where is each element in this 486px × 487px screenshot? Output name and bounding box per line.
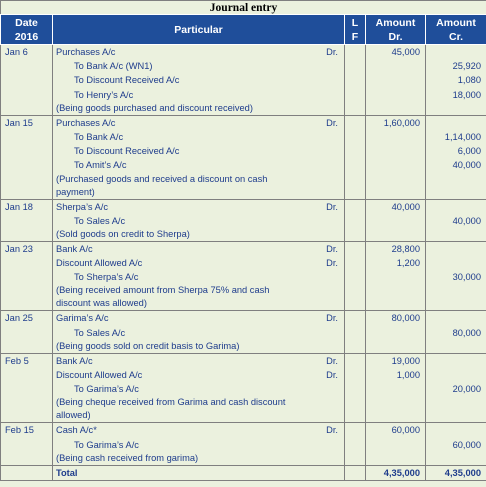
account-name: To Sales A/c [74, 215, 126, 226]
particular-line [53, 88, 344, 102]
entry-date: Feb 15 [5, 425, 34, 436]
amount-dr [366, 438, 425, 452]
entry-dr-cell [366, 199, 426, 241]
particular-line [53, 214, 344, 228]
entry-date: Feb 5 [5, 355, 29, 366]
particular-line [53, 326, 344, 340]
journal-entry-row [1, 311, 486, 353]
entry-cr-cell [426, 423, 486, 465]
amount-dr: 1,200 [396, 258, 420, 269]
account-name: To Bank A/c [74, 131, 124, 142]
particular-line [53, 354, 344, 368]
entry-lf-cell [345, 115, 366, 199]
entry-particular-cell [53, 311, 345, 353]
amount-dr [366, 144, 425, 158]
narration: (Purchased goods and received a discount on cash payment) [56, 173, 268, 197]
amount-dr [366, 88, 425, 102]
entry-date: Jan 15 [5, 117, 33, 128]
total-lf-cell [345, 465, 366, 480]
entry-dr-cell [366, 241, 426, 311]
narration: (Sold goods on credit to Sherpa) [56, 228, 190, 239]
account-name: Purchases A/c [56, 117, 116, 128]
account-name: Discount Allowed A/c [56, 258, 143, 269]
account-name: To Henry’s A/c [74, 89, 134, 100]
entry-lf-cell [345, 423, 366, 465]
header-lf [345, 15, 366, 45]
amount-cr [426, 354, 486, 368]
amount-dr: 40,000 [391, 201, 420, 212]
journal-title: Journal entry [0, 0, 486, 15]
amount-cr: 40,000 [452, 160, 481, 171]
header-lf-line2: F [351, 30, 359, 43]
amount-cr [426, 368, 486, 382]
amount-dr: 1,000 [396, 370, 420, 380]
entry-cr-cell [426, 353, 486, 423]
header-amount-dr-line2: Dr. [388, 30, 403, 43]
account-name: To Discount Received A/c [74, 75, 180, 86]
total-label: Total [53, 465, 345, 480]
journal-body [1, 45, 486, 466]
entry-date: Jan 23 [5, 243, 33, 254]
particular-line [53, 242, 344, 256]
entry-dr-cell [366, 423, 426, 465]
entry-date-cell [1, 199, 53, 241]
journal-entry-row [1, 199, 486, 241]
amount-cr [426, 423, 486, 437]
entry-date-cell [1, 353, 53, 423]
entry-cr-cell [426, 241, 486, 311]
account-name: To Sales A/c [74, 327, 126, 338]
amount-dr: 19,000 [391, 355, 420, 366]
dr-mark [338, 326, 342, 340]
narration: (Being received amount from Sherpa 75% and cash discount was allowed) [56, 285, 270, 309]
amount-dr [366, 59, 425, 73]
amount-cr [426, 200, 486, 214]
entry-dr-cell [366, 45, 426, 116]
narration: (Being goods sold on credit basis to Garima) [56, 340, 240, 351]
amount-cr: 18,000 [452, 89, 481, 100]
entry-particular-cell [53, 115, 345, 199]
dr-mark [338, 158, 342, 172]
dr-mark [338, 214, 342, 228]
dr-mark: Dr. [326, 258, 338, 269]
total-date-cell [1, 465, 53, 480]
entry-lf-cell [345, 45, 366, 116]
entry-particular-cell [53, 241, 345, 311]
entry-particular-cell [53, 45, 345, 116]
header-amount-cr-line1: Amount [436, 16, 476, 29]
dr-mark: Dr. [326, 117, 338, 128]
dr-mark: Dr. [326, 313, 338, 324]
header-date [1, 15, 53, 45]
dr-mark [338, 382, 342, 396]
amount-dr: 60,000 [391, 425, 420, 436]
journal-table [0, 14, 486, 481]
account-name: Bank A/c [56, 355, 93, 366]
dr-mark: Dr. [326, 370, 338, 380]
particular-line [53, 256, 344, 270]
header-lf-line1: L [351, 16, 359, 29]
particular-line [53, 200, 344, 214]
particular-line [53, 270, 344, 284]
amount-dr [366, 158, 425, 172]
header-row [1, 15, 486, 45]
amount-cr [426, 116, 486, 130]
entry-lf-cell [345, 311, 366, 353]
amount-cr: 6,000 [457, 146, 481, 157]
dr-mark [338, 73, 342, 87]
header-particular: Particular [53, 15, 345, 45]
amount-dr [366, 326, 425, 340]
entry-particular-cell [53, 423, 345, 465]
amount-dr [366, 382, 425, 396]
amount-cr [426, 311, 486, 325]
entry-date-cell [1, 423, 53, 465]
total-row [1, 465, 486, 480]
dr-mark [338, 144, 342, 158]
particular-line [53, 158, 344, 172]
particular-line [53, 438, 344, 452]
header-amount-cr [426, 15, 486, 45]
narration: (Being goods purchased and discount received) [56, 102, 253, 113]
amount-cr: 1,14,000 [444, 131, 481, 142]
amount-dr [366, 73, 425, 87]
entry-date: Jan 18 [5, 201, 33, 212]
journal-entry-row [1, 115, 486, 199]
header-amount-dr-line1: Amount [375, 16, 416, 29]
total-cr: 4,35,000 [426, 465, 486, 480]
amount-dr: 28,800 [391, 243, 420, 254]
account-name: To Sherpa’s A/c [74, 272, 139, 283]
amount-cr: 20,000 [452, 384, 481, 395]
amount-dr [366, 214, 425, 228]
amount-cr: 40,000 [452, 215, 481, 226]
account-name: To Bank A/c (WN1) [74, 61, 153, 72]
amount-cr [426, 242, 486, 256]
amount-cr: 60,000 [452, 439, 481, 450]
amount-cr [426, 45, 486, 59]
journal-entry-row [1, 45, 486, 116]
entry-date: Jan 25 [5, 313, 33, 324]
account-name: To Garima’s A/c [74, 439, 139, 450]
entry-date-cell [1, 45, 53, 116]
header-amount-dr [366, 15, 426, 45]
account-name: Discount Allowed A/c [56, 370, 143, 380]
account-name: To Garima’s A/c [74, 384, 139, 395]
particular-line [53, 116, 344, 130]
particular-line [53, 144, 344, 158]
account-name: Garima’s A/c [56, 313, 109, 324]
amount-dr [366, 130, 425, 144]
entry-date-cell [1, 115, 53, 199]
entry-lf-cell [345, 241, 366, 311]
total-dr: 4,35,000 [366, 465, 426, 480]
particular-line [53, 311, 344, 325]
journal-entry-row [1, 353, 486, 423]
particular-line [53, 59, 344, 73]
entry-cr-cell [426, 311, 486, 353]
entry-cr-cell [426, 115, 486, 199]
account-name: To Discount Received A/c [74, 146, 180, 157]
dr-mark [338, 59, 342, 73]
account-name: Purchases A/c [56, 47, 116, 57]
entry-date: Jan 6 [5, 47, 28, 57]
particular-line [53, 130, 344, 144]
entry-date-cell [1, 241, 53, 311]
entry-dr-cell [366, 353, 426, 423]
particular-line [53, 368, 344, 382]
entry-cr-cell [426, 45, 486, 116]
entry-particular-cell [53, 353, 345, 423]
entry-lf-cell [345, 353, 366, 423]
entry-dr-cell [366, 115, 426, 199]
dr-mark: Dr. [326, 47, 338, 57]
amount-cr: 1,080 [457, 75, 481, 86]
dr-mark: Dr. [326, 425, 338, 436]
entry-cr-cell [426, 199, 486, 241]
dr-mark [338, 270, 342, 284]
particular-line [53, 423, 344, 437]
dr-mark: Dr. [326, 201, 338, 212]
account-name: Bank A/c [56, 243, 93, 254]
header-date-line2: 2016 [14, 30, 39, 43]
amount-cr: 30,000 [452, 272, 481, 283]
header-date-line1: Date [15, 16, 38, 29]
account-name: Sherpa’s A/c [56, 201, 109, 212]
dr-mark: Dr. [326, 243, 338, 254]
account-name: To Amit’s A/c [74, 160, 127, 171]
amount-cr [426, 256, 486, 270]
narration: (Being cheque received from Garima and cash discount allowed) [56, 397, 286, 421]
amount-dr: 1,60,000 [383, 117, 420, 128]
amount-dr: 45,000 [391, 47, 420, 57]
header-amount-cr-line2: Cr. [448, 30, 463, 43]
dr-mark [338, 438, 342, 452]
amount-dr: 80,000 [391, 313, 420, 324]
particular-line [53, 73, 344, 87]
account-name: Cash A/c* [56, 425, 97, 436]
particular-line [53, 45, 344, 59]
dr-mark: Dr. [326, 355, 338, 366]
amount-dr [366, 270, 425, 284]
amount-cr: 80,000 [452, 327, 481, 338]
entry-particular-cell [53, 199, 345, 241]
entry-dr-cell [366, 311, 426, 353]
journal-entry-row [1, 423, 486, 465]
journal-entry-row [1, 241, 486, 311]
particular-line [53, 382, 344, 396]
dr-mark [338, 88, 342, 102]
entry-date-cell [1, 311, 53, 353]
entry-lf-cell [345, 199, 366, 241]
dr-mark [338, 130, 342, 144]
narration: (Being cash received from garima) [56, 452, 199, 463]
amount-cr: 25,920 [452, 61, 481, 72]
